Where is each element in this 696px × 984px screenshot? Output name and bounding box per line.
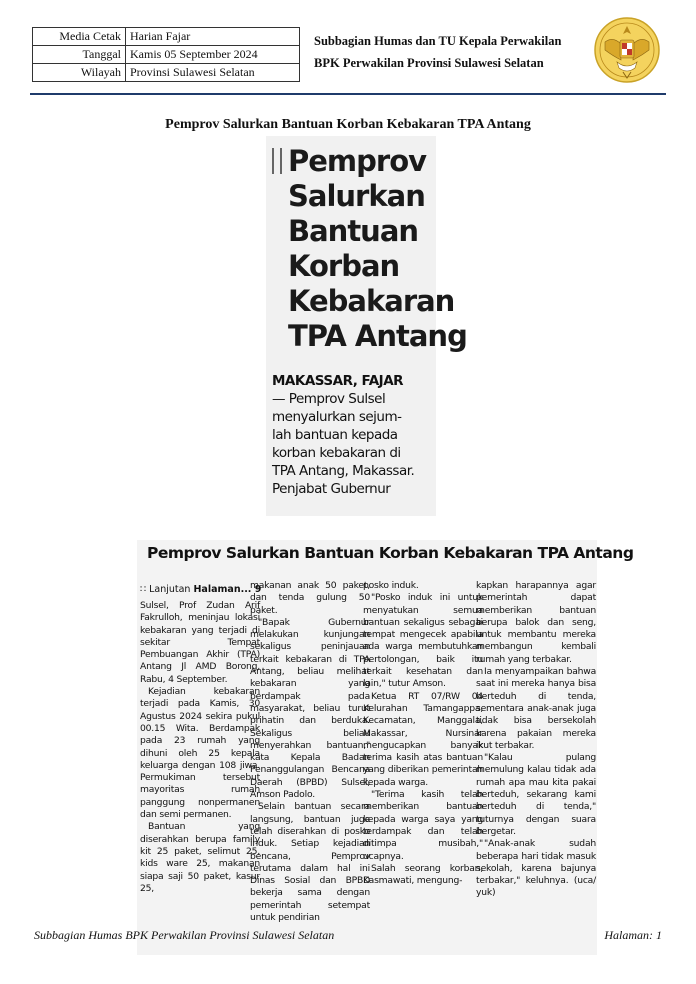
paragraph: "Bapak Gubernur melakukan kunjungan sekaligus peninjauan terkait kebakaran di TPA Antang, beliau melihat kebakaran yang berdampak pada masyarakat, beliau turut prihatin dan berduka. Sekaligus beliau menyerahkan bantuan," kata Kepala Badan Penanggulangan Bencana Daerah (BPBD) Sulsel, Amson Padolo. [250,616,370,801]
article-column-1 [140,600,260,895]
org-line-2: BPK Perwakilan Provinsi Sulawesi Selatan [314,56,544,70]
region-value: Provinsi Sulawesi Selatan [126,64,300,82]
lead-line: TPA Antang, Makassar. [272,463,415,479]
headline-line: Korban [288,249,400,283]
lead-line: lah bantuan kepada [272,427,398,443]
paragraph: Ketua RT 07/RW 04 Kelurahan Tamangappa, Kecamatan, Manggala, Makassar, Nursinar mengucapkan banyak terima kasih atas bantuan yang diberikan pemerintah kepada warga. [363,690,483,788]
headline-line: Salurkan [288,179,425,213]
paragraph: Bantuan yang diserahkan berupa family kit 25 paket, selimut 25, kids ware 25, makanan siapa saji 50 paket, kasur 25, [140,821,260,894]
paragraph: posko induk. [363,580,419,591]
paragraph: Kejadian kebakaran terjadi pada Kamis, 30 Agustus 2024 sekira pukul 00.15 Wita. Berdampak pada 23 rumah yang dihuni oleh 25 kepala keluarga dengan 108 jiwa. Permukiman tersebut mayoritas rumah panggung nonpermanen dan semi permanen. [140,686,260,821]
dateline: MAKASSAR, FAJAR [272,373,404,389]
paragraph: makanan anak 50 paket, dan tenda gulung 50 paket. [250,580,370,616]
headline-line: Bantuan [288,214,419,248]
continued-headline: Pemprov Salurkan Bantuan Korban Kebakaran TPA Antang [147,544,634,562]
header-divider [30,93,666,95]
lead-line: — Pemprov Sulsel [272,391,386,407]
garuda-emblem-icon [593,16,661,88]
footer-page-number: Halaman: 1 [604,928,662,942]
newspaper-clip-front [266,136,467,516]
lead-line: korban kebakaran di [272,445,401,461]
paragraph: "Kalau pulang memulung kalau tidak ada rumah apa mau kita pakai berteduh, sekarang kami berteduh di tenda," tuturnya dengan suara bergetar. [476,752,596,837]
media-value: Harian Fajar [126,28,300,46]
org-line-1: Subbagian Humas dan TU Kepala Perwakilan [314,34,562,48]
paragraph: Ia menyampaikan bahwa saat ini mereka hanya bisa berteduh di tenda, sementara anak-anak juga tidak bisa bersekolah karena pakaian mereka ikut terbakar. [476,666,596,751]
footer-organization: Subbagian Humas BPK Perwakilan Provinsi Sulawesi Selatan [34,928,335,942]
front-headline [288,144,467,354]
lead-line: Penjabat Gubernur [272,481,391,497]
paragraph: Sulsel, Prof Zudan Arif Fakrulloh, meninjau lokasi kebakaran yang terjadi di sekitar Tempat Pembuangan Akhir (TPA) Antang Jl AMD Borong, Rabu, 4 September. [140,600,260,685]
date-row [33,46,300,64]
headline-line: Kebakaran [288,284,455,318]
organization-header [314,30,561,74]
paragraph: "Anak-anak sudah beberapa hari tidak masuk sekolah, karena bajunya terbakar," keluhnya. (uca/ yuk) [476,838,596,899]
article-column-2 [250,580,370,924]
region-row [33,64,300,82]
continued-marker [140,584,261,595]
article-column-3 [363,580,483,887]
date-label: Tanggal [33,46,126,64]
media-info-table [32,27,300,82]
media-row [33,28,300,46]
grid-icon: ∷ [140,584,147,595]
continued-page: Halaman... 9 [193,584,262,595]
continued-prefix: Lanjutan [149,584,191,595]
paragraph: "Terima kasih telah memberikan bantuan kepada warga saya yang terdampak dan telah ditimpa musibah," ucapnya. [363,789,483,862]
date-value: Kamis 05 September 2024 [126,46,300,64]
headline-line: Pemprov [288,144,427,178]
lead-line: menyalurkan sejum- [272,409,402,425]
document-title: Pemprov Salurkan Bantuan Korban Kebakaran TPA Antang [165,117,531,132]
quote-bar-mark [272,148,282,174]
media-label: Media Cetak [33,28,126,46]
paragraph: kapkan harapannya agar pemerintah dapat memberikan bantuan berupa balok dan seng, untuk membantu mereka membangun kembali rumah yang terbakar. [476,580,596,665]
region-label: Wilayah [33,64,126,82]
front-lead-text [272,372,437,498]
paragraph: Salah seorang korban, Kasmawati, mengung- [363,862,483,887]
article-column-4 [476,580,596,900]
headline-line: TPA Antang [288,319,467,353]
paragraph: "Posko induk ini untuk menyatukan semua bantuan sekaligus sebagai tempat mengecek apabila ada warga membutuhkan pertolongan, baik itu terkait kesehatan dan lain," tutur Amson. [363,592,483,690]
paragraph: Selain bantuan secara langsung, bantuan juga telah diserahkan di posko induk. Setiap kejadian bencana, Pemprov terutama dalam hal ini Dinas Sosial dan BPBD bekerja sama dengan pemerintah setempat untuk pendirian [250,801,370,924]
